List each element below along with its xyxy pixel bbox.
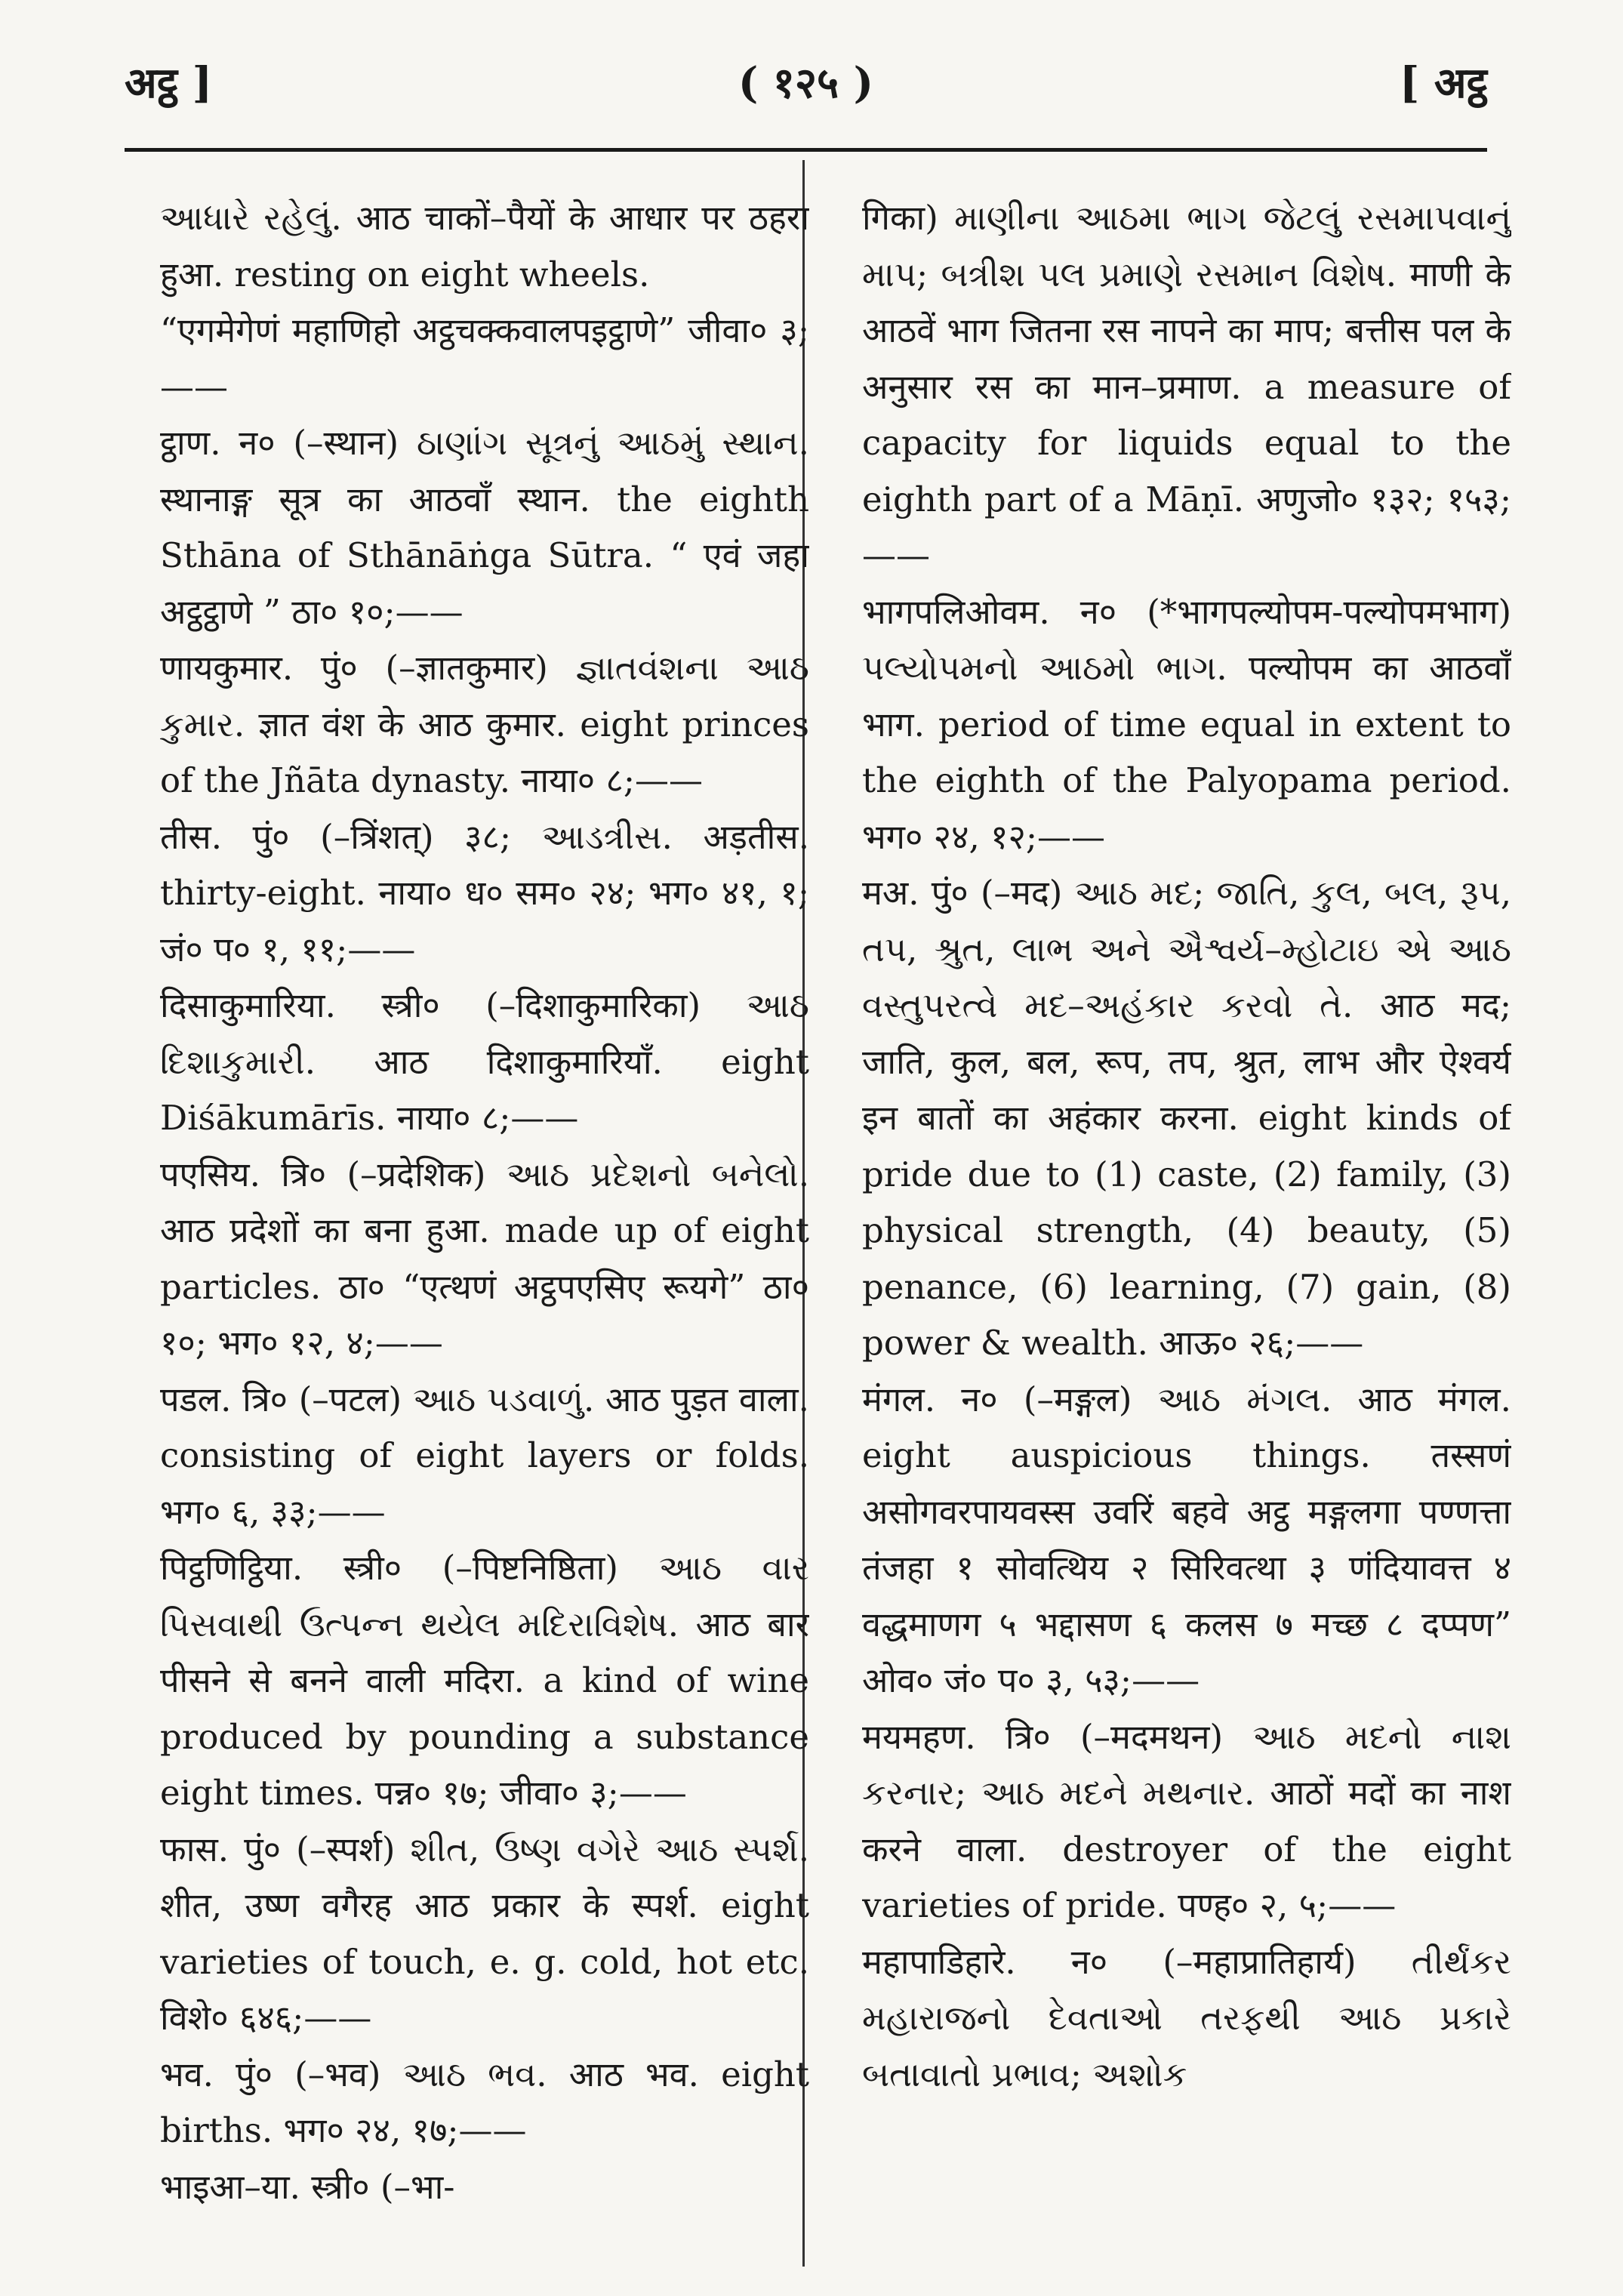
dictionary-entry: पएसिय. त्रि० (–प्रदेशिक) આઠ પ્રદેશનો બનેલો. आठ प्रदेशों का बना हुआ. made up of eight particles. ठा० “एत्थणं अट्ठपएसिए रूयगे” ठा० १०; भग० १२, ४;—— (160, 1154, 809, 1363)
header-rule (125, 148, 1487, 152)
dictionary-entry: भाइआ–या. स्त्री० (–भा- (160, 2166, 455, 2207)
dictionary-entry: पिट्ठणिट्ठिया. स्त्री० (–पिष्टनिष्ठिता) આઠ વાર પિસવાથી ઉત્પન્ન થયેલ મદિરાવિશેષ. आठ बार पीसने से बनने वाली मदिरा. a kind of wine produced by pounding a substance eight times. पन्न० १७; जीवा० ३;—— (160, 1548, 809, 1813)
dictionary-entry: पडल. त्रि० (–पटल) આઠ પડવાળું. आठ पुड़त वाला. consisting of eight layers or folds. भग० ६, ३३;—— (160, 1379, 809, 1532)
page-header (125, 53, 1487, 136)
dictionary-entry: फास. पुं० (–स्पर्श) શીત, ઉષ્ણ વગેરે આઠ સ્પર્શ. शीत, उष्ण वगैरह आठ प्रकार के स्पर्श. eight varieties of touch, e. g. cold, hot etc. विशे० ६४६;—— (160, 1829, 809, 2038)
dictionary-entry: मअ. पुं० (–मद) આઠ મદ; જાતિ, કુલ, બલ, રૂપ, તપ, શ્રુત, લાભ અને ઐશ્વર્ય–મ્હોટાઇ એ આઠ વસ્તુપરત્વે મદ–અહંકાર કરવો તે. आठ मद; जाति, कुल, बल, रूप, तप, श्रुत, लाभ और ऐश्वर्य इन बातों का अहंकार करना. eight kinds of pride due to (1) caste, (2) family, (3) physical strength, (4) beauty, (5) penance, (6) learning, (7) gain, (8) power & wealth. आऊ० २६;—— (862, 873, 1511, 1363)
dictionary-entry: मंगल. न० (–मङ्गल) આઠ મંગલ. आठ मंगल. eight auspicious things. तस्सणं असोगवरपायवस्स उवरिं बहवे अट्ठ मङ्गलगा पण्णत्ता तंजहा १ सोवत्थिय २ सिरिवत्था ३ णंदियावत्त ४ वद्धमाणग ५ भद्दासण ६ कलस ७ मच्छ ८ दप्पण” ओव० जं० प० ३, ५३;—— (862, 1379, 1511, 1700)
header-left-guideword: अट्ठ ] (125, 58, 213, 108)
dictionary-entry: આધારે રહેલું. आठ चाकों–पैयों के आधार पर ठहरा हुआ. resting on eight wheels. (160, 198, 809, 294)
dictionary-entry: ट्ठाण. न० (–स्थान) ઠાણાંગ સૂત્રનું આઠમું સ્થાન. स्थानाङ्ग सूत्र का आठवाँ स्थान. the eighth Sthāna of Sthānāṅga Sūtra. “ एवं जहा अट्ठट्ठाणे ” ठा० १०;—— (160, 423, 809, 632)
dictionary-entry: मयमहण. त्रि० (–मदमथन) આઠ મદનો નાશ કરનાર; આઠ મદને મથનાર. आठों मदों का नाश करने वाला. destroyer of the eight varieties of pride. पण्ह० २, ५;—— (862, 1716, 1511, 1925)
right-column (862, 190, 1511, 2282)
dictionary-entry: “एगमेगेणं महाणिहो अट्ठचक्कवालपइट्ठाणे” जीवा० ३;—— (160, 310, 809, 407)
header-right-guideword: [ अट्ठ (1399, 58, 1487, 108)
dictionary-entry: भागपलिओवम. न० (*भागपल्योपम-पल्योपमभाग) પલ્યોપમનો આઠમો ભાગ. पल्योपम का आठवाँ भाग. period of time equal in extent to the eighth of the Palyopama period. भग० २४, १२;—— (862, 591, 1511, 857)
dictionary-entry: दिसाकुमारिया. स्त्री० (–दिशाकुमारिका) આઠ દિશાકુમારી. आठ दिशाकुमारियाँ. eight Diśākumārīs. नाया० ८;—— (160, 985, 809, 1138)
dictionary-entry: भव. पुं० (–भव) આઠ ભવ. आठ भव. eight births. भग० २४, १७;—— (160, 2054, 809, 2150)
left-column (160, 190, 809, 2282)
dictionary-entry: गिका) માણીના આઠમા ભાગ જેટલું રસમાપવાનું માપ; બત્રીશ પલ પ્રમાણે રસમાન વિશેષ. माणी के आठवें भाग जितना रस नापने का माप; बत्तीस पल के अनुसार रस का मान–प्रमाण. a measure of capacity for liquids equal to the eighth part of a Māṇī. अणुजो० १३२; १५३;—— (862, 198, 1511, 575)
page-number: ( १२५ ) (738, 58, 874, 108)
dictionary-entry: महापाडिहारे. न० (–महाप्रातिहार्य) તીર્થંકર મહારાજનો દેવતાઓ તરફથી આઠ પ્રકારે બતાવાતો પ્રભાવ; અશોક (862, 1941, 1511, 2094)
dictionary-entry: तीस. पुं० (–त्रिंशत्) ३८; આડત્રીસ. अड़तीस. thirty-eight. नाया० ध० सम० २४; भग० ४१, १; जं० प० १, ११;—— (160, 816, 809, 969)
dictionary-entry: णायकुमार. पुं० (–ज्ञातकुमार) જ્ઞાતવંશના આઠ કુમાર. ज्ञात वंश के आठ कुमार. eight princes of the Jñāta dynasty. नाया० ८;—— (160, 648, 809, 800)
